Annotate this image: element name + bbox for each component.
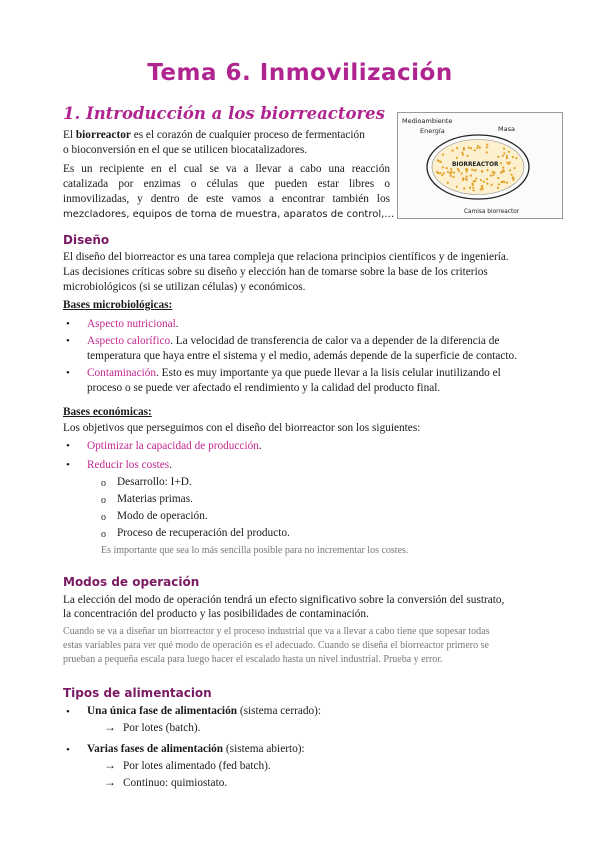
subheading-bases-economicas: Bases económicas: [63, 406, 152, 418]
cell-dot [474, 149, 476, 151]
cell-dot [456, 157, 458, 159]
cell-dot [490, 175, 492, 177]
cell-dot [498, 183, 500, 185]
bioreactor-diagram [397, 112, 563, 219]
cell-dot [480, 179, 482, 181]
cell-dot [512, 179, 514, 181]
bullet-symbol: • [66, 459, 70, 471]
cell-dot [472, 187, 474, 189]
cell-dot [453, 171, 455, 173]
cell-dot [463, 147, 465, 149]
section-heading-diseno: Diseño [63, 233, 110, 247]
bullet-symbol: • [66, 706, 70, 718]
cell-dot [486, 178, 488, 180]
cell-dot [462, 179, 464, 181]
cell-dot [497, 187, 499, 189]
cell-dot [466, 168, 468, 170]
bioreactor-diagram-svg [398, 113, 562, 218]
modos-grey-line-1: Cuando se va a diseñar un biorreactor y el proceso industrial que va a llevar a cabo tiene que sopesar todas [63, 626, 490, 637]
cell-dot [470, 175, 472, 177]
eco-subitem-4: Proceso de recuperación del producto. [117, 527, 290, 539]
cell-dot [471, 169, 473, 171]
cell-dot [474, 169, 476, 171]
cell-dot [465, 178, 467, 180]
cell-dot [515, 157, 517, 159]
term-contaminacion: Contaminación [87, 367, 157, 379]
cell-dot [486, 169, 488, 171]
cell-dot [481, 185, 483, 187]
tipos-item-varias-sub-1: Por lotes alimentado (fed batch). [123, 760, 271, 772]
environment-label: Medioambiente [402, 117, 453, 125]
text-run: . [175, 318, 179, 330]
cell-dot [450, 171, 452, 173]
modos-grey-line-3: prueban a pequeña escala para luego hacer el escalado hasta un nivel industrial. Prueba y error. [63, 654, 443, 665]
intro-paragraph-2-line-3: inmovilizadas, y dentro de este vamos a encontrar también los [63, 193, 390, 205]
text-run: El [63, 129, 76, 141]
cell-dot [463, 187, 465, 189]
bullet-symbol: • [66, 440, 70, 452]
cell-dot [502, 155, 504, 157]
cell-dot [497, 156, 499, 158]
cell-dot [473, 189, 475, 191]
jacket-label: Camisa biorreactor [464, 209, 520, 215]
text-run: . La velocidad de transferencia de calor va a depender de la diferencia de [170, 335, 500, 347]
term-reducir-costes: Reducir los costes [87, 459, 170, 471]
cell-dot [486, 144, 488, 146]
cell-dot [477, 145, 479, 147]
cell-dot [461, 152, 463, 154]
intro-paragraph-2-line-2: catalizada por enzimas o células que pueden estar libres o [63, 178, 390, 190]
cell-dot [436, 171, 438, 173]
bullet-symbol: • [66, 335, 70, 347]
cell-dot [508, 151, 510, 153]
term-varias-fases: Varias fases de alimentación [87, 743, 224, 755]
cell-dot [466, 170, 468, 172]
cell-dot [512, 176, 514, 178]
cell-dot [457, 168, 459, 170]
circle-bullet-symbol: o [101, 512, 106, 523]
section-heading-modos: Modos de operación [63, 575, 200, 589]
eco-subitem-1: Desarrollo: I+D. [117, 476, 192, 488]
page-title: Tema 6. Inmovilización [147, 60, 453, 86]
intro-paragraph-1-line-2: o bioconversión en el que se utilicen biocatalizadores. [63, 144, 308, 156]
cell-dot [486, 183, 488, 185]
circle-bullet-symbol: o [101, 478, 106, 489]
cell-dot [452, 176, 454, 178]
text-run: . Esto es muy importante ya que puede llevar a la lisis celular inutilizando el [156, 367, 501, 379]
text-run: . [169, 459, 173, 471]
cell-dot [503, 152, 505, 154]
cell-dot [456, 147, 458, 149]
cell-dot [450, 168, 452, 170]
text-run: (sistema cerrado): [237, 705, 322, 717]
subheading-bases-microbiologicas: Bases microbiológicas: [63, 299, 173, 311]
text-run: . [258, 440, 262, 452]
intro-paragraph-2-line-1: Es un recipiente en el cual se va a llevar a cabo una reacción [63, 163, 390, 175]
cell-dot [443, 172, 445, 174]
bullet-symbol: • [66, 367, 70, 379]
eco-note: Es importante que sea lo más sencilla posible para no incrementar los costes. [101, 545, 409, 556]
cell-dot [511, 174, 513, 176]
eco-subitem-3: Modo de operación. [117, 510, 208, 522]
text-run: (sistema abierto): [223, 743, 305, 755]
diseno-line-3: microbiológicos (si se utilizan células) y económicos. [63, 281, 306, 293]
eco-item-optimizar [87, 439, 262, 454]
cell-dot [506, 182, 508, 184]
micro-item-calorifico-line-2: temperatura que haya entre el sistema y el medio, además depende de la superficie de contacto. [87, 350, 518, 362]
term-aspecto-calorifico: Aspecto calorífico [87, 335, 171, 347]
cell-dot [437, 159, 439, 161]
modos-grey-line-2: estas variables para ver qué modo de operación es el adecuado. Cuando se diseña el biorreactor primero se [63, 640, 489, 651]
cell-dot [506, 162, 508, 164]
cell-dot [501, 181, 503, 183]
cell-dot [447, 182, 449, 184]
cell-dot [475, 178, 477, 180]
cell-dot [439, 172, 441, 174]
eco-item-reducir-costes [87, 458, 172, 473]
cell-dot [450, 175, 452, 177]
section-heading-intro: 1. Introducción a los biorreactores [63, 104, 385, 123]
text-run: es el corazón de cualquier proceso de fermentación [130, 129, 365, 141]
bases-economicas-intro: Los objetivos que perseguimos con el diseño del biorreactor son los siguientes: [63, 422, 421, 434]
cell-dot [493, 172, 495, 174]
micro-item-contaminacion-line-2: proceso o se puede ver afectado el rendimiento y la calidad del producto final. [87, 382, 441, 394]
cell-dot [466, 176, 468, 178]
cell-dot [480, 188, 482, 190]
cell-dot [466, 155, 468, 157]
cell-dot [503, 148, 505, 150]
cell-dot [446, 167, 448, 169]
cell-dot [441, 174, 443, 176]
cell-dot [461, 172, 463, 174]
mass-label: Masa [498, 125, 515, 133]
cell-dot [497, 177, 499, 179]
circle-bullet-symbol: o [101, 495, 106, 506]
intro-paragraph-2-line-4: mezcladores, equipos de toma de muestra, aparatos de control,… [63, 209, 395, 220]
cell-dot [472, 184, 474, 186]
section-heading-tipos: Tipos de alimentacion [63, 686, 212, 700]
tipos-item-unica [87, 704, 321, 719]
modos-line-1: La elección del modo de operación tendrá un efecto significativo sobre la conversión del sustrato, [63, 594, 505, 606]
eco-subitem-2: Materias primas. [117, 493, 193, 505]
cell-dot [447, 171, 449, 173]
cell-dot [492, 174, 494, 176]
cell-dot [506, 155, 508, 157]
micro-item-calorifico-line-1 [87, 334, 499, 349]
cell-dot [506, 157, 508, 159]
cell-dot [509, 169, 511, 171]
cell-dot [470, 147, 472, 149]
arrow-symbol: → [104, 775, 116, 789]
cell-dot [503, 169, 505, 171]
term-optimizar-capacidad: Optimizar la capacidad de producción [87, 440, 259, 452]
bullet-symbol: • [66, 318, 70, 330]
arrow-symbol: → [104, 720, 116, 734]
cell-dot [509, 161, 511, 163]
cell-dot [442, 154, 444, 156]
cell-dot [456, 186, 458, 188]
cell-dot [469, 187, 471, 189]
cell-dot [486, 146, 488, 148]
cell-dot [512, 156, 514, 158]
micro-item-nutricional [87, 317, 179, 332]
term-aspecto-nutricional: Aspecto nutricional [87, 318, 176, 330]
term-unica-fase: Una única fase de alimentación [87, 705, 237, 717]
cell-dot [462, 154, 464, 156]
arrow-symbol: → [104, 758, 116, 772]
tipos-item-unica-sub-1: Por lotes (batch). [123, 722, 201, 734]
energy-label: Energía [420, 127, 445, 135]
cell-dot [483, 181, 485, 183]
diseno-line-2: Las decisiones críticas sobre su diseño y elección han de tomarse sobre la base de los criterios [63, 266, 488, 278]
cell-dot [473, 180, 475, 182]
intro-paragraph-1-line-1 [63, 128, 365, 143]
cell-dot [452, 150, 454, 152]
micro-item-contaminacion-line-1 [87, 366, 501, 381]
cell-dot [491, 184, 493, 186]
cell-dot [481, 170, 483, 172]
cell-dot [476, 147, 478, 149]
circle-bullet-symbol: o [101, 529, 106, 540]
tipos-item-varias-sub-2: Continuo: quimiostato. [123, 777, 228, 789]
cell-dot [468, 147, 470, 149]
bold-term-biorreactor: biorreactor [75, 129, 131, 141]
cell-dot [513, 167, 515, 169]
core-label: BIORREACTOR [452, 162, 499, 168]
cell-dot [500, 162, 502, 164]
tipos-item-varias [87, 742, 305, 757]
cell-dot [479, 147, 481, 149]
cell-dot [502, 167, 504, 169]
diseno-line-1: El diseño del biorreactor es una tarea compleja que relaciona principios científicos y de ingeniería. [63, 251, 509, 263]
bullet-symbol: • [66, 744, 70, 756]
cell-dot [486, 151, 488, 153]
cell-dot [492, 171, 494, 173]
modos-line-2: la concentración del producto y las posibilidades de contaminación. [63, 608, 369, 620]
cell-dot [442, 166, 444, 168]
